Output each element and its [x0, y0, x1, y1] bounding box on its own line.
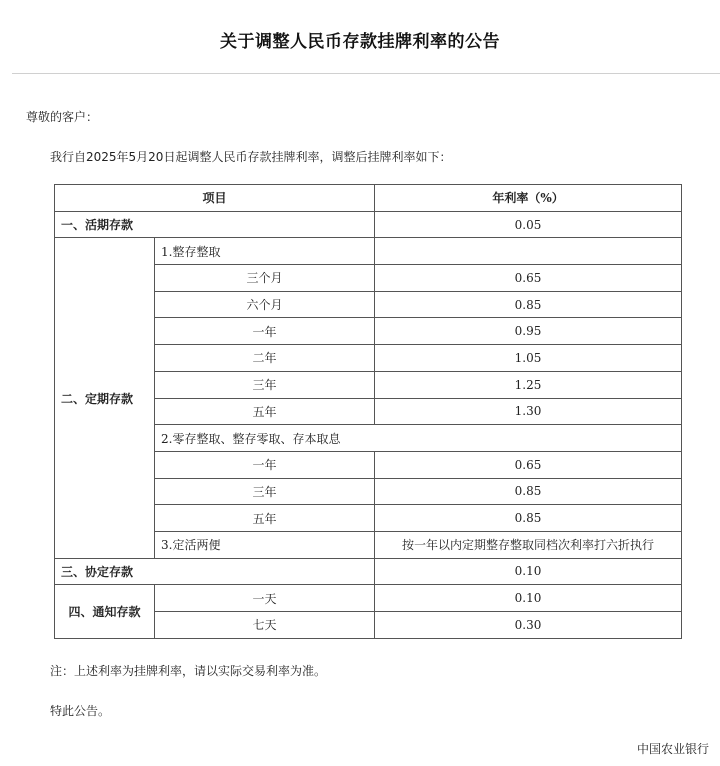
- installment-label: 2.零存整取、整存零取、存本取息: [155, 425, 682, 452]
- demand-deposit-label: 一、活期存款: [55, 211, 375, 238]
- intro-paragraph: 我行自2025年5月20日起调整人民币存款挂牌利率，调整后挂牌利率如下：: [50, 150, 452, 164]
- header-item: 项目: [55, 185, 375, 212]
- page-title: 关于调整人民币存款挂牌利率的公告: [220, 32, 500, 52]
- salutation: 尊敬的客户：: [26, 110, 99, 124]
- bank-signature: 中国农业银行: [636, 742, 709, 756]
- rate-cell: 0.95: [375, 318, 682, 345]
- header-rate: 年利率（%）: [375, 185, 682, 212]
- term-cell: 一年: [155, 451, 375, 478]
- rate-cell: 1.25: [375, 371, 682, 398]
- rate-cell-empty: [375, 238, 682, 265]
- table-row: [55, 585, 682, 612]
- term-cell: 一天: [155, 585, 375, 612]
- term-cell: 三个月: [155, 265, 375, 292]
- closing-remark: 特此公告。: [50, 704, 111, 718]
- term-cell: 三年: [155, 478, 375, 505]
- rate-cell: 0.85: [375, 291, 682, 318]
- rate-table: [54, 184, 682, 639]
- title-divider: [12, 73, 720, 74]
- flexible-deposit-label: 3.定活两便: [155, 531, 375, 558]
- table-row: [55, 238, 682, 265]
- rate-cell: 1.05: [375, 345, 682, 372]
- rate-cell: 0.65: [375, 451, 682, 478]
- rate-cell: 0.85: [375, 505, 682, 532]
- term-cell: 二年: [155, 345, 375, 372]
- rate-cell: 按一年以内定期整存整取同档次利率打六折执行: [375, 531, 682, 558]
- rate-cell: 0.85: [375, 478, 682, 505]
- time-deposit-label: 二、定期存款: [55, 238, 155, 558]
- table-row: [55, 558, 682, 585]
- term-cell: 一年: [155, 318, 375, 345]
- table-header-row: [55, 185, 682, 212]
- notice-deposit-label: 四、通知存款: [55, 585, 155, 638]
- term-cell: 五年: [155, 505, 375, 532]
- rate-cell: 0.10: [375, 585, 682, 612]
- term-cell: 七天: [155, 612, 375, 639]
- rate-cell: 0.05: [375, 211, 682, 238]
- rate-cell: 0.30: [375, 612, 682, 639]
- rate-cell: 0.10: [375, 558, 682, 585]
- term-cell: 六个月: [155, 291, 375, 318]
- table-row: [55, 211, 682, 238]
- lump-sum-label: 1.整存整取: [155, 238, 375, 265]
- rate-cell: 1.30: [375, 398, 682, 425]
- rate-cell: 0.65: [375, 265, 682, 292]
- term-cell: 五年: [155, 398, 375, 425]
- footnote: 注：上述利率为挂牌利率，请以实际交易利率为准。: [50, 664, 327, 678]
- term-cell: 三年: [155, 371, 375, 398]
- agreement-deposit-label: 三、协定存款: [55, 558, 375, 585]
